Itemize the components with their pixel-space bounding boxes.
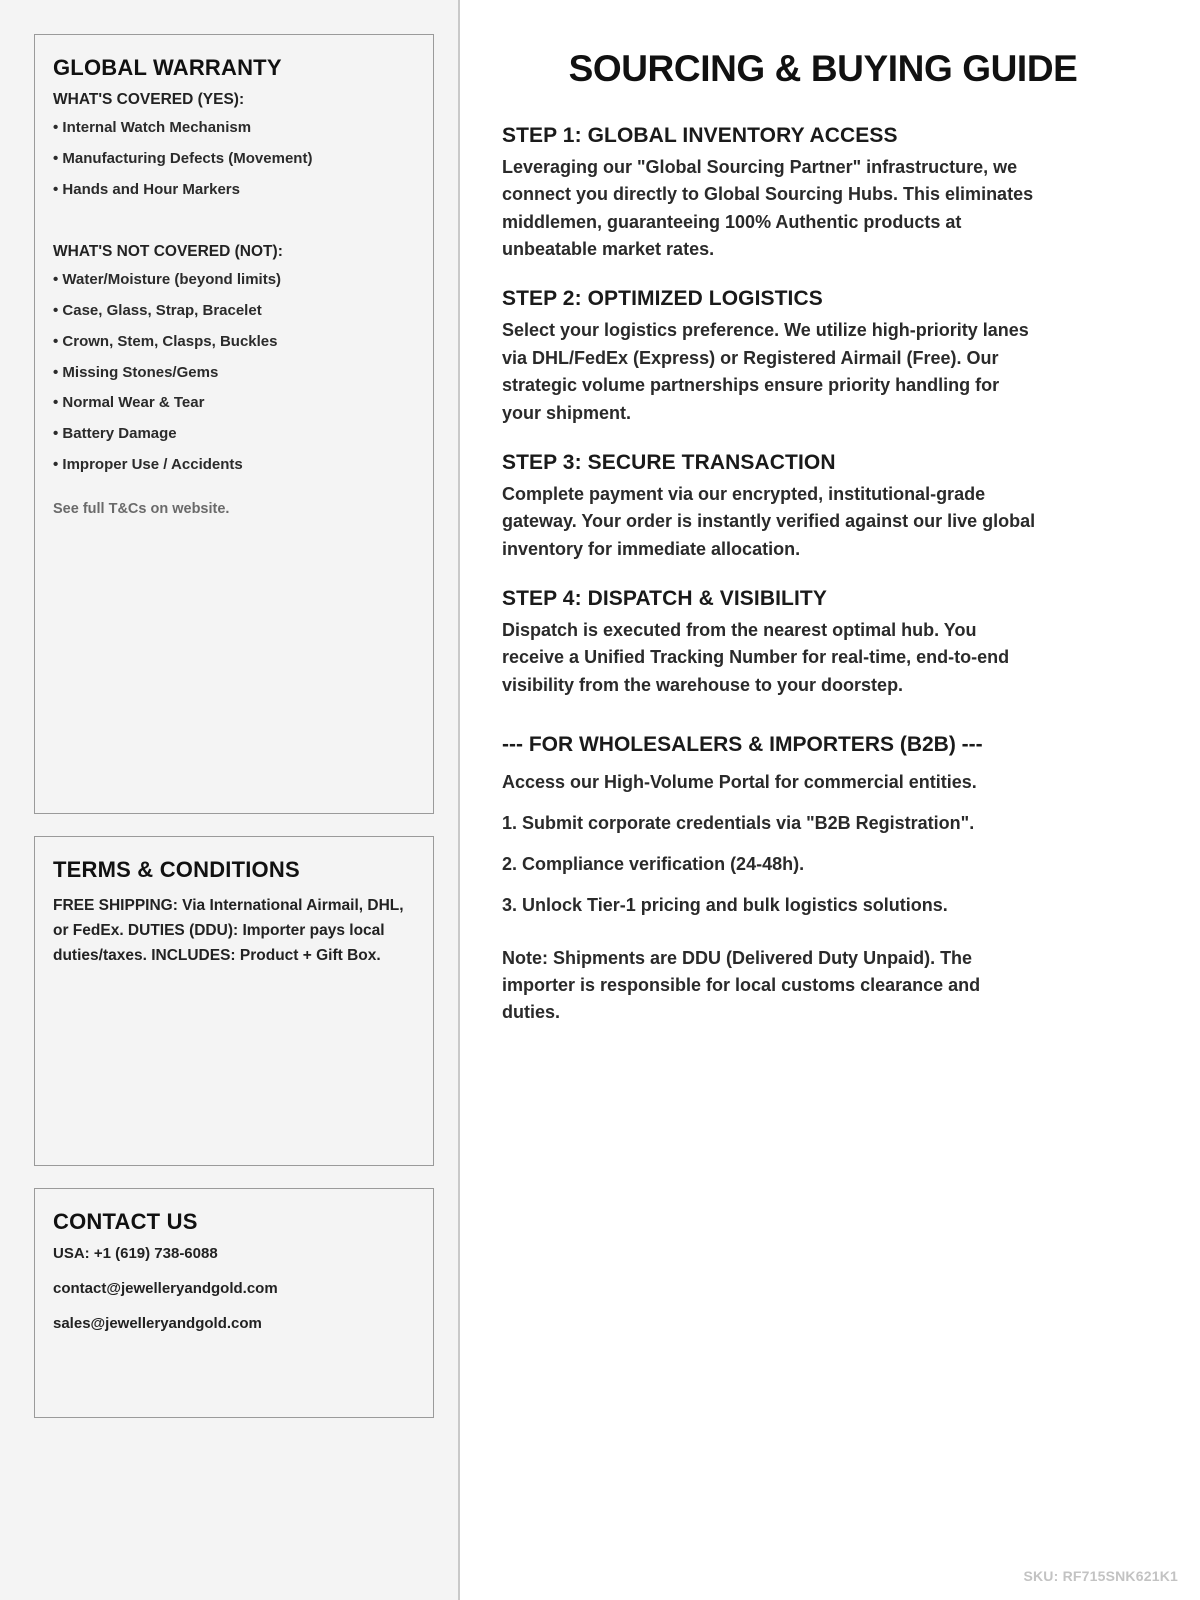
- b2b-note: Note: Shipments are DDU (Delivered Duty Unpaid). The importer is responsible for local customs clearance and duties.: [502, 948, 981, 1023]
- list-item: • Water/Moisture (beyond limits): [53, 271, 282, 289]
- sku-label: SKU: RF715SNK621K1: [1023, 1568, 1178, 1584]
- terms-and-conditions-panel: [34, 836, 434, 1166]
- step-body: Complete payment via our encrypted, institutional-grade gateway. Your order is instantly verified against our live global inventory for immediate allocation.: [502, 483, 1036, 559]
- sales-email: sales@jewelleryandgold.com: [53, 1315, 262, 1332]
- contact-title: CONTACT US: [53, 1209, 198, 1234]
- warranty-covered-heading: WHAT'S COVERED (YES):: [53, 91, 245, 108]
- contact-phone: USA: +1 (619) 738-6088: [53, 1245, 218, 1262]
- b2b-heading: --- FOR WHOLESALERS & IMPORTERS (B2B) ---: [502, 733, 983, 757]
- contact-us-panel: [34, 1188, 434, 1418]
- guide-content: [460, 0, 1200, 1600]
- step-body: Select your logistics preference. We utilize high-priority lanes via DHL/FedEx (Express) or Registered Airmail (Free). Our strategic volume partnerships ensure priority handling for your shipment.: [502, 320, 1029, 423]
- step-heading: STEP 3: SECURE TRANSACTION: [502, 450, 836, 474]
- step-body: Dispatch is executed from the nearest optimal hub. You receive a Unified Tracking Number for real-time, end-to-end visibility from the warehouse to your doorstep.: [502, 619, 1010, 695]
- b2b-line: 2. Compliance verification (24-48h).: [502, 854, 805, 875]
- global-warranty-panel: [34, 34, 434, 814]
- b2b-line: 3. Unlock Tier-1 pricing and bulk logistics solutions.: [502, 895, 948, 916]
- b2b-line: 1. Submit corporate credentials via "B2B Registration".: [502, 813, 975, 834]
- terms-title: TERMS & CONDITIONS: [53, 857, 300, 882]
- list-item: • Improper Use / Accidents: [53, 455, 243, 473]
- terms-body: FREE SHIPPING: Via International Airmail, DHL, or FedEx. DUTIES (DDU): Importer pays local duties/taxes. INCLUDES: Product + Gift Box.: [53, 897, 404, 965]
- list-item: • Missing Stones/Gems: [53, 363, 219, 381]
- list-item: • Normal Wear & Tear: [53, 394, 205, 412]
- page-title: SOURCING & BUYING GUIDE: [568, 48, 1078, 89]
- list-item: • Battery Damage: [53, 425, 177, 442]
- list-item: • Case, Glass, Strap, Bracelet: [53, 302, 262, 319]
- list-item: • Crown, Stem, Clasps, Buckles: [53, 332, 278, 350]
- warranty-not-covered-heading: WHAT'S NOT COVERED (NOT):: [53, 243, 283, 261]
- contact-email: contact@jewelleryandgold.com: [53, 1280, 278, 1297]
- b2b-line: Access our High-Volume Portal for commercial entities.: [502, 772, 977, 793]
- left-sidebar: [0, 0, 460, 1600]
- guide-step: [502, 587, 1144, 699]
- guide-step: [502, 451, 1144, 563]
- step-body: Leveraging our "Global Sourcing Partner" infrastructure, we connect you directly to Global Sourcing Hubs. This eliminates middlemen, guaranteeing 100% Authentic products at unbeatable market rates.: [502, 157, 1034, 260]
- step-heading: STEP 1: GLOBAL INVENTORY ACCESS: [502, 124, 898, 147]
- guide-step: [502, 124, 1144, 263]
- list-item: • Hands and Hour Markers: [53, 180, 240, 198]
- guide-step: [502, 287, 1144, 426]
- step-heading: STEP 2: OPTIMIZED LOGISTICS: [502, 287, 823, 311]
- warranty-title: GLOBAL WARRANTY: [53, 55, 282, 80]
- step-heading: STEP 4: DISPATCH & VISIBILITY: [502, 586, 827, 610]
- list-item: • Manufacturing Defects (Movement): [53, 149, 313, 167]
- list-item: • Internal Watch Mechanism: [53, 119, 252, 136]
- warranty-footnote: See full T&Cs on website.: [53, 500, 230, 517]
